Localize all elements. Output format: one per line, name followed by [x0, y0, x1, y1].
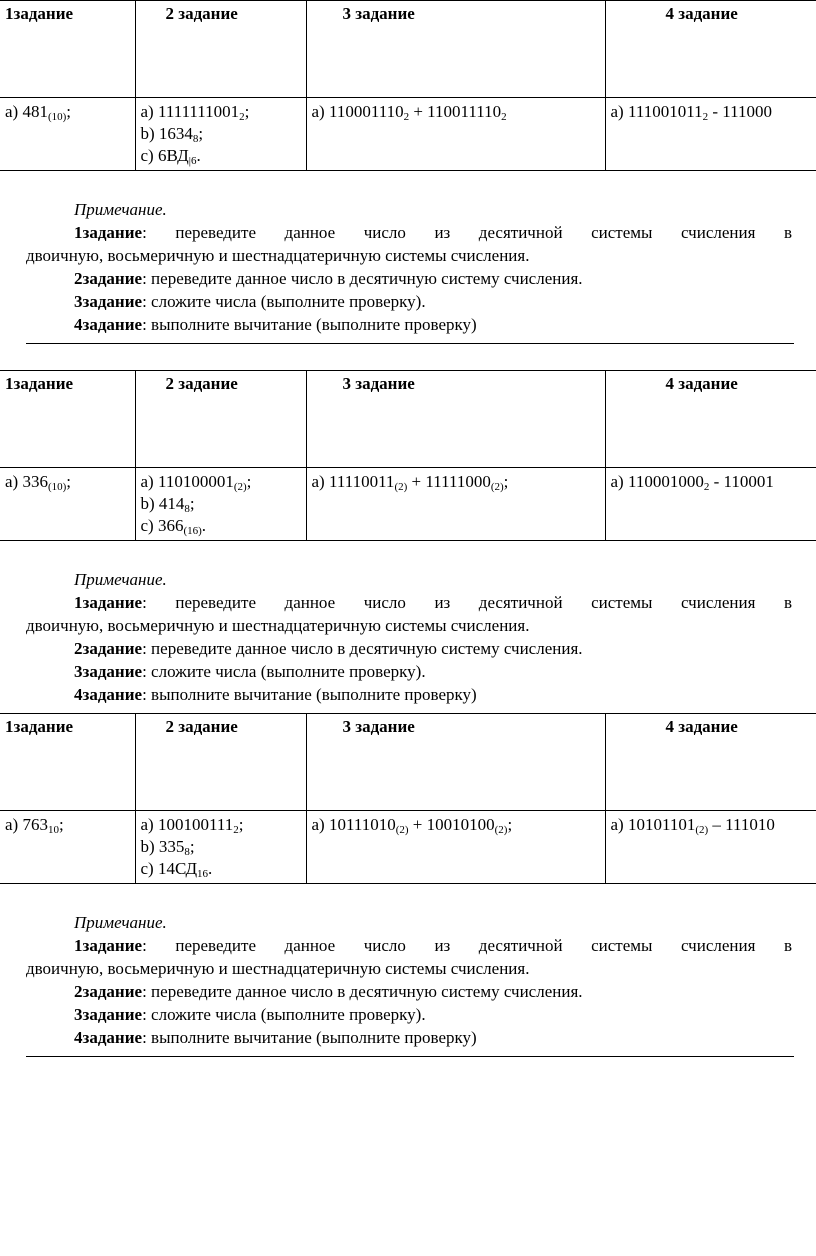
task2-cell: [135, 98, 306, 171]
task4-item: а) $111001011_2 - 111000$: [610, 102, 772, 123]
note-task3-line: 3задание: сложите числа (выполните проверку).: [74, 662, 426, 681]
note-task2-line: 2задание: переведите данное число в десятичную систему счисления.: [74, 982, 583, 1001]
task2-cell: [135, 811, 306, 884]
task4-cell: [605, 811, 816, 884]
divider-line: [26, 343, 794, 344]
note-task2-line: 2задание: переведите данное число в десятичную систему счисления.: [74, 639, 583, 658]
note-block-1: [26, 198, 792, 336]
task1-item: а) $336_{(10)}$;: [5, 472, 72, 493]
task2-item-b: b) $414_8$;: [140, 494, 195, 515]
task2-item-c: c) $14СД_{16}$.: [140, 859, 213, 880]
variant-3-table: [0, 713, 816, 884]
note-task4-line: 4задание: выполните вычитание (выполните проверку): [74, 685, 477, 704]
table-row: [0, 468, 816, 541]
note-task4-line: 4задание: выполните вычитание (выполните проверку): [74, 1028, 477, 1047]
task1-cell: [0, 468, 135, 541]
task4-cell: [605, 98, 816, 171]
header-task1: 1задание: [0, 714, 135, 811]
task2-cell: [135, 468, 306, 541]
task3-cell: [306, 468, 605, 541]
header-task1: 1задание: [0, 371, 135, 468]
note-task3-line: 3задание: сложите числа (выполните проверку).: [74, 292, 426, 311]
variant-2-table: [0, 370, 816, 541]
note-title: Примечание.: [74, 200, 167, 219]
task3-item: а) $11110011_{(2)} + 11111000_{(2)}$;: [311, 472, 509, 493]
header-task4: 4 задание: [605, 714, 816, 811]
task2-item-c: c) $366_{(16)}$.: [140, 516, 207, 537]
task2-item-a: а) $1111111001_2$;: [140, 102, 250, 123]
header-task3: 3 задание: [306, 1, 605, 98]
table-row: [0, 98, 816, 171]
header-task3: 3 задание: [306, 371, 605, 468]
header-task4: 4 задание: [605, 371, 816, 468]
task2-item-b: b) $1634_8$;: [140, 124, 204, 145]
note-task3-line: 3задание: сложите числа (выполните проверку).: [74, 1005, 426, 1024]
task2-item-b: b) $335_8$;: [140, 837, 195, 858]
note-title: Примечание.: [74, 913, 167, 932]
note-task1-line: 1задание: переведите данное число из десятичной системы счисления в: [74, 223, 792, 242]
task1-cell: [0, 98, 135, 171]
header-task2: 2 задание: [135, 714, 306, 811]
task1-item: а) $481_{(10)}$;: [5, 102, 72, 123]
note-task1-cont: двоичную, восьмеричную и шестнадцатеричную системы счисления.: [26, 959, 530, 978]
task2-item-c: c) $6ВД_{|6}$.: [140, 146, 201, 167]
task3-cell: [306, 98, 605, 171]
note-task1-cont: двоичную, восьмеричную и шестнадцатеричную системы счисления.: [26, 246, 530, 265]
header-task3: 3 задание: [306, 714, 605, 811]
task4-cell: [605, 468, 816, 541]
table-header-row: [0, 714, 816, 811]
task3-item: а) $10111010_{(2)} + 10010100_{(2)}$;: [311, 815, 513, 836]
task3-item: а) $110001110_2 + 110011110_2$: [311, 102, 507, 123]
divider-line: [26, 1056, 794, 1057]
note-task1-line: 1задание: переведите данное число из десятичной системы счисления в: [74, 936, 792, 955]
note-task1-cont: двоичную, восьмеричную и шестнадцатеричную системы счисления.: [26, 616, 530, 635]
task2-item-a: а) $110100001_{(2)}$;: [140, 472, 252, 493]
table-header-row: [0, 1, 816, 98]
task3-cell: [306, 811, 605, 884]
variant-1-table: [0, 0, 816, 171]
note-title: Примечание.: [74, 570, 167, 589]
header-task2: 2 задание: [135, 1, 306, 98]
task2-item-a: а) $100100111_2$;: [140, 815, 244, 836]
task1-cell: [0, 811, 135, 884]
task1-item: а) $763_{10}$;: [5, 815, 64, 836]
note-block-2: [26, 568, 792, 706]
table-header-row: [0, 371, 816, 468]
task4-item: а) $10101101_{(2)} - 111010$: [610, 815, 775, 836]
note-block-3: [26, 911, 792, 1049]
header-task4: 4 задание: [605, 1, 816, 98]
task4-item: а) $110001000_2 - 110001$: [610, 472, 774, 493]
table-row: [0, 811, 816, 884]
header-task2: 2 задание: [135, 371, 306, 468]
note-task1-line: 1задание: переведите данное число из десятичной системы счисления в: [74, 593, 792, 612]
note-task2-line: 2задание: переведите данное число в десятичную систему счисления.: [74, 269, 583, 288]
header-task1: 1задание: [0, 1, 135, 98]
note-task4-line: 4задание: выполните вычитание (выполните проверку): [74, 315, 477, 334]
